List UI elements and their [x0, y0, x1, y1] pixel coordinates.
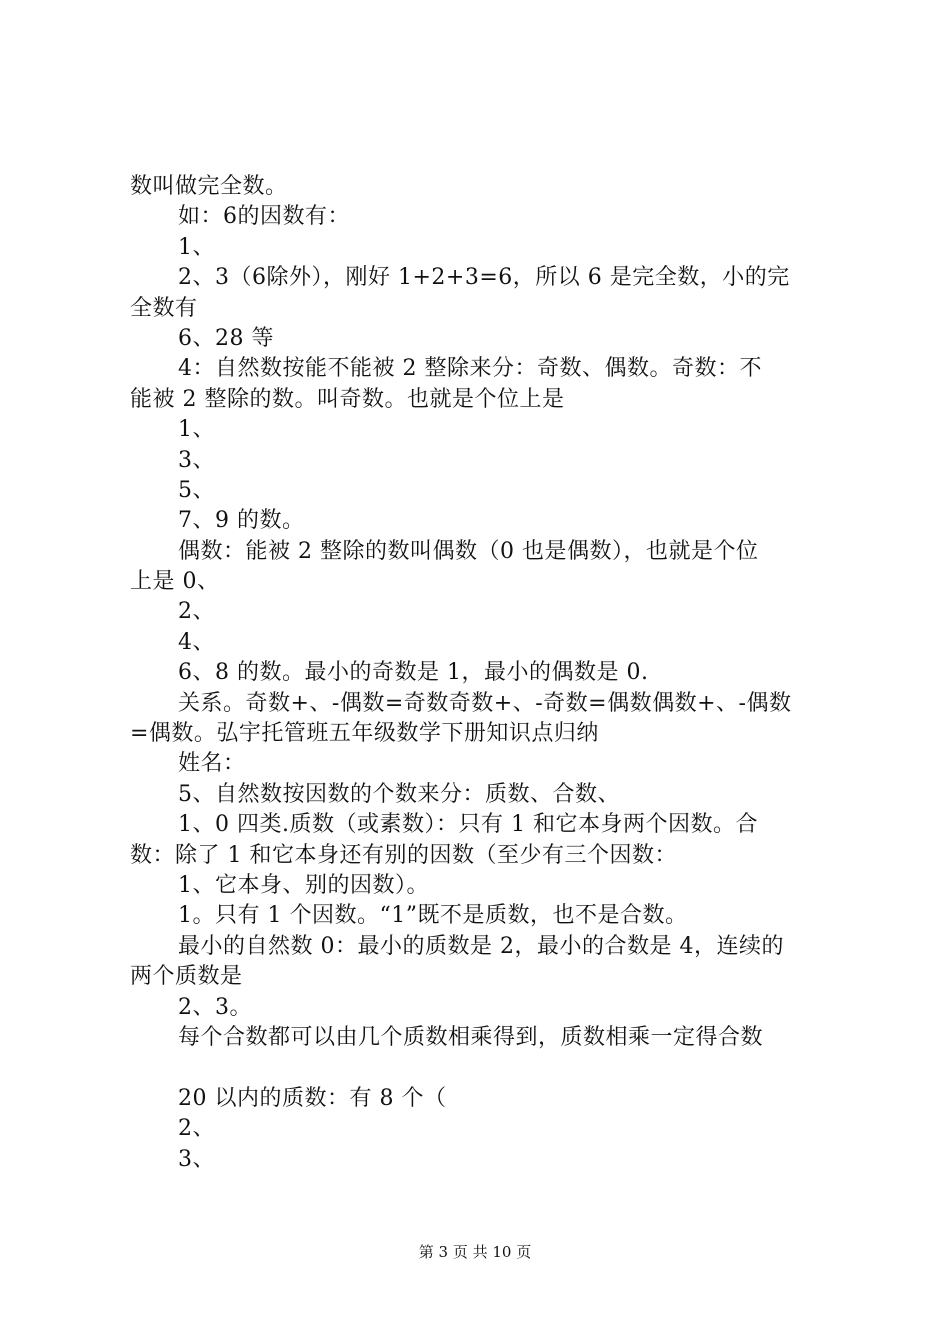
document-body	[130, 172, 832, 1175]
text-line: 姓名：	[178, 751, 246, 777]
text-line: 5、	[178, 477, 215, 503]
text-line: =偶数。弘宇托管班五年级数学下册知识点归纳	[130, 721, 599, 747]
text-line: 7、9 的数。	[178, 508, 305, 534]
text-line: 1、	[178, 417, 215, 443]
text-line: 如：6的因数有：	[178, 204, 350, 230]
text-line: 6、28 等	[178, 325, 274, 351]
text-line: 1。只有 1 个因数。“1”既不是质数，也不是合数。	[178, 903, 688, 929]
text-line: 1、	[178, 234, 215, 260]
text-line: 数叫做完全数。	[130, 174, 288, 199]
text-line: 1、它本身、别的因数）。	[178, 872, 429, 898]
text-line: 20 以内的质数：有 8 个（	[178, 1085, 447, 1111]
text-line: 关系。奇数+、-偶数=奇数奇数+、-奇数=偶数偶数+、-偶数	[178, 690, 792, 716]
text-line: 4、	[178, 629, 215, 655]
text-line: 数：除了 1 和它本身还有别的因数（至少有三个因数：	[130, 842, 677, 868]
text-line: 最小的自然数 0：最小的质数是 2，最小的合数是 4，连续的	[178, 933, 784, 959]
text-line: 2、	[178, 1116, 215, 1142]
text-line: 能被 2 整除的数。叫奇数。也就是个位上是	[130, 386, 565, 412]
text-line: 全数有	[130, 295, 198, 321]
text-line: 2、	[178, 599, 215, 625]
text-line: 3、	[178, 1146, 215, 1172]
text-line: 偶数：能被 2 整除的数叫偶数（0 也是偶数），也就是个位	[178, 538, 759, 564]
text-line: 2、3。	[178, 994, 252, 1020]
page-footer: 第 3 页 共 10 页	[418, 1243, 532, 1261]
text-line: 每个合数都可以由几个质数相乘得到，质数相乘一定得合数	[178, 1024, 764, 1050]
blank-line	[130, 1053, 832, 1083]
text-line: 1、0 四类.质数（或素数）：只有 1 和它本身两个因数。合	[178, 812, 758, 838]
text-line: 6、8 的数。最小的奇数是 1，最小的偶数是 0.	[178, 660, 649, 686]
text-line: 上是 0、	[130, 569, 220, 595]
text-line: 2、3（6除外），刚好 1+2+3=6，所以 6 是完全数，小的完	[178, 265, 790, 291]
text-line: 4：自然数按能不能被 2 整除来分：奇数、偶数。奇数：不	[178, 356, 762, 382]
text-line: 两个质数是	[130, 964, 243, 990]
text-line: 5、自然数按因数的个数来分：质数、合数、	[178, 781, 620, 807]
text-line: 3、	[178, 447, 215, 473]
